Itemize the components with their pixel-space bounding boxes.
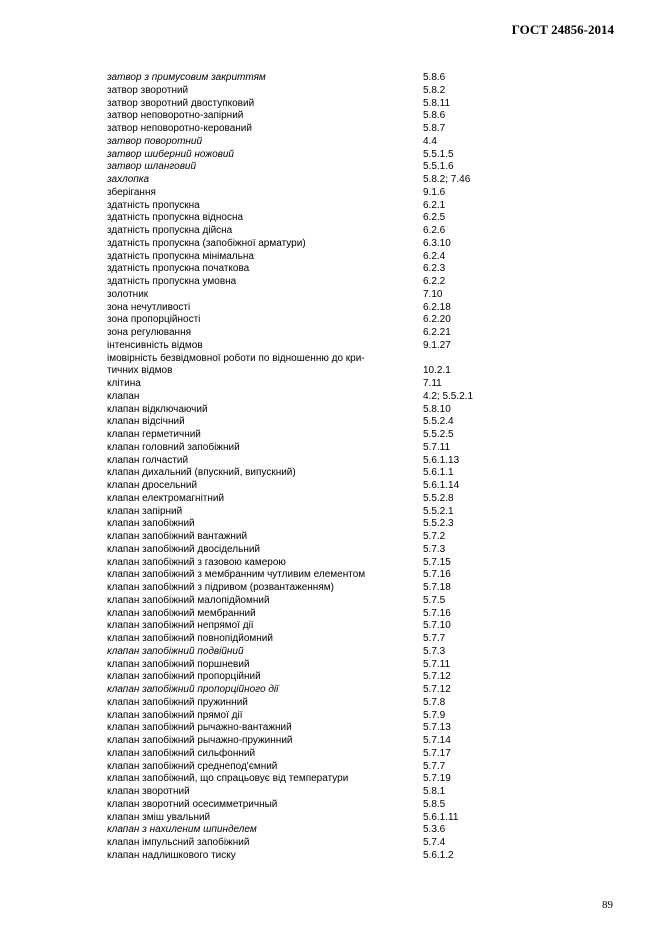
index-reference: 5.8.2; 7.46 [423, 174, 471, 185]
index-reference: 5.7.12 [423, 671, 451, 683]
index-entry [107, 110, 527, 123]
index-term: клапан запобіжний сильфонний [107, 747, 256, 759]
index-entry [107, 569, 527, 582]
index-term: клапан запобіжний з підривом (розвантаженням) [107, 582, 334, 593]
index-term: затвор шланговий [107, 161, 197, 173]
index-entry [107, 684, 527, 697]
index-reference: 4.4 [423, 135, 437, 147]
index-entry [107, 506, 527, 519]
index-term: клапан запобіжний вантажний [107, 531, 248, 542]
index-term: клапан запобіжний повнопідйомний [107, 633, 273, 644]
index-reference: 5.7.7 [423, 760, 446, 772]
index-entry [107, 276, 527, 289]
index-entry [107, 633, 527, 646]
index-term: клапан дихальний (впускний, випускний) [107, 467, 296, 479]
document-header: ГОСТ 24856-2014 [511, 22, 614, 37]
index-term: клапан запобіжний пропорційний [107, 671, 261, 683]
index-term: клапан запобіжний прямої дії [107, 709, 243, 721]
index-entry [107, 289, 527, 302]
index-entry [107, 314, 527, 327]
index-term: клапан зворотний [107, 786, 190, 797]
index-term: клапан імпульсний запобіжний [107, 837, 250, 848]
index-entry [107, 391, 527, 404]
index-entry [107, 404, 527, 417]
index-term: клапан запірний [107, 505, 183, 517]
index-term: затвор неповоротно-керований [107, 123, 252, 134]
index-term: тичних відмов [107, 365, 173, 377]
index-reference: 5.7.7 [423, 633, 446, 644]
index-reference: 5.7.5 [423, 594, 446, 606]
index-reference: 6.2.20 [423, 314, 451, 326]
index-term: зона регулювання [107, 327, 192, 338]
index-reference: 5.5.2.3 [423, 518, 454, 530]
index-term: золотник [107, 288, 149, 300]
index-term: клапан запобіжний пружинний [107, 696, 248, 708]
index-reference: 5.7.3 [423, 645, 446, 657]
index-term: затвор з примусовим закриттям [107, 72, 266, 83]
index-entry [107, 378, 527, 391]
index-reference: 6.2.21 [423, 327, 451, 338]
index-term: клапан зворотний осесимметричный [107, 798, 278, 810]
index-entry [107, 238, 527, 251]
index-entry [107, 531, 527, 544]
index-entry [107, 212, 527, 225]
index-term: затвор неповоротно-запірний [107, 110, 244, 122]
index-reference: 5.7.3 [423, 543, 446, 555]
index-reference: 5.5.2.5 [423, 429, 454, 440]
index-term: здатність пропускна (запобіжної арматури) [107, 237, 306, 249]
index-reference: 5.5.1.5 [423, 148, 454, 160]
index-term: клапан дросельний [107, 480, 198, 491]
index-reference: 5.7.8 [423, 696, 446, 708]
index-entry [107, 353, 527, 366]
index-term: затвор зворотний двоступковий [107, 97, 255, 109]
index-term: клапан запобіжний поршневий [107, 658, 250, 670]
index-reference: 5.7.9 [423, 709, 446, 721]
index-reference: 5.7.11 [423, 658, 451, 670]
index-entry [107, 98, 527, 111]
index-entry [107, 123, 527, 136]
index-term: клітина [107, 378, 141, 389]
index-term: клапан зміш увальний [107, 811, 211, 823]
index-entry [107, 263, 527, 276]
index-entry [107, 340, 527, 353]
index-term: клапан запобіжний [107, 518, 195, 530]
index-term: клапан запобіжний з газовою камерою [107, 556, 286, 568]
index-reference: 7.10 [423, 288, 443, 300]
index-entry [107, 467, 527, 480]
index-term: здатність пропускна початкова [107, 263, 250, 275]
index-reference: 5.8.7 [423, 123, 446, 134]
index-entry [107, 595, 527, 608]
index-term: здатність пропускна дійсна [107, 225, 233, 236]
index-entry [107, 824, 527, 837]
index-reference: 6.2.4 [423, 250, 446, 262]
index-reference: 5.6.1.14 [423, 480, 460, 491]
index-term: клапан відсічний [107, 416, 185, 428]
index-entry [107, 251, 527, 264]
index-term: зона нечутливості [107, 301, 191, 313]
index-reference: 6.2.3 [423, 263, 446, 275]
index-term: інтенсивність відмов [107, 339, 203, 351]
index-reference: 5.7.2 [423, 531, 446, 542]
index-reference: 6.3.10 [423, 237, 451, 249]
index-reference: 9.1.6 [423, 186, 446, 198]
index-reference: 5.8.11 [423, 97, 451, 109]
index-term: клапан відключаючий [107, 403, 208, 415]
index-entry [107, 620, 527, 633]
index-reference: 9.1.27 [423, 339, 451, 351]
index-term: затвор зворотний [107, 84, 189, 96]
index-term: клапан герметичний [107, 429, 201, 440]
index-entry [107, 735, 527, 748]
index-entry [107, 161, 527, 174]
index-reference: 6.2.6 [423, 225, 446, 236]
index-entry [107, 608, 527, 621]
index-term: затвор поворотний [107, 135, 203, 147]
index-reference: 5.7.10 [423, 620, 451, 632]
index-term: здатність пропускна мінімальна [107, 250, 254, 262]
index-reference: 5.6.1.1 [423, 467, 454, 479]
index-reference: 5.6.1.2 [423, 849, 454, 861]
index-term: зона пропорційності [107, 314, 201, 326]
index-reference: 5.8.5 [423, 798, 446, 810]
index-term: клапан запобіжний рычажно-вантажний [107, 722, 292, 734]
index-reference: 5.7.16 [423, 607, 451, 619]
index-reference: 5.7.15 [423, 556, 451, 568]
index-entry [107, 480, 527, 493]
index-term: клапан електромагнітний [107, 492, 225, 504]
index-entry [107, 187, 527, 200]
index-reference: 5.6.1.11 [423, 811, 459, 823]
index-entry [107, 174, 527, 187]
index-entry [107, 761, 527, 774]
term-index-list [107, 72, 527, 863]
index-reference: 5.8.2 [423, 84, 446, 96]
index-entry [107, 225, 527, 238]
index-reference: 5.5.2.4 [423, 416, 454, 428]
index-reference: 5.3.6 [423, 824, 446, 836]
index-entry [107, 327, 527, 340]
index-reference [423, 353, 527, 366]
index-term: здатність пропускна [107, 199, 200, 211]
index-entry [107, 455, 527, 468]
index-term: клапан запобіжний пропорційного дії [107, 684, 279, 695]
index-entry [107, 442, 527, 455]
index-reference: 5.7.14 [423, 735, 451, 746]
index-entry [107, 200, 527, 213]
index-reference: 6.2.5 [423, 212, 446, 224]
index-entry [107, 799, 527, 812]
index-term: клапан запобіжний непрямої дії [107, 620, 254, 632]
index-term: клапан надлишкового тиску [107, 849, 236, 861]
index-reference: 5.7.18 [423, 582, 451, 593]
index-entry [107, 72, 527, 85]
index-entry [107, 812, 527, 825]
index-entry [107, 659, 527, 672]
index-entry [107, 85, 527, 98]
index-entry [107, 416, 527, 429]
index-reference: 7.11 [423, 378, 442, 389]
index-term: клапан запобіжний подвійний [107, 645, 244, 657]
index-entry [107, 493, 527, 506]
index-reference: 5.5.2.1 [423, 505, 454, 517]
index-term: клапан запобіжний среднепод'ємний [107, 760, 278, 772]
index-term: клапан запобіжний рычажно-пружинний [107, 735, 293, 746]
index-term: клапан запобіжний, що спрацьовує від температури [107, 773, 349, 785]
index-reference: 5.7.13 [423, 722, 451, 734]
index-reference: 5.7.11 [423, 441, 451, 453]
index-entry [107, 671, 527, 684]
index-term: зберігання [107, 186, 156, 198]
index-entry [107, 557, 527, 570]
index-reference: 4.2; 5.5.2.1 [423, 390, 474, 402]
index-term: клапан з нахиленим шпинделем [107, 824, 257, 836]
index-entry [107, 429, 527, 442]
index-term: здатність пропускна відносна [107, 212, 244, 224]
index-reference: 5.7.4 [423, 837, 446, 848]
index-reference: 5.5.2.8 [423, 492, 454, 504]
page-number: 89 [602, 899, 613, 911]
index-term: клапан голчастий [107, 454, 189, 466]
index-term: здатність пропускна умовна [107, 276, 237, 287]
index-reference: 5.7.12 [423, 684, 451, 695]
index-term: клапан запобіжний з мембранним чутливим елементом [107, 569, 366, 581]
index-term: клапан запобіжний двосідельний [107, 543, 261, 555]
index-entry [107, 136, 527, 149]
index-term: імовірність безвідмовної роботи по відношенню до кри- [107, 352, 365, 364]
index-reference: 5.8.1 [423, 786, 446, 797]
index-term: клапан головний запобіжний [107, 441, 240, 453]
index-reference: 5.7.19 [423, 773, 451, 785]
index-entry [107, 710, 527, 723]
index-reference: 5.5.1.6 [423, 161, 454, 173]
index-entry [107, 149, 527, 162]
index-entry [107, 582, 527, 595]
index-term: захлопка [107, 174, 150, 185]
index-term: клапан [107, 390, 140, 402]
index-entry [107, 837, 527, 850]
index-entry [107, 773, 527, 786]
index-reference: 5.6.1.13 [423, 454, 460, 466]
index-reference: 6.2.1 [423, 199, 446, 211]
index-entry [107, 544, 527, 557]
index-reference: 5.8.10 [423, 403, 451, 415]
index-reference: 6.2.18 [423, 301, 451, 313]
index-entry [107, 518, 527, 531]
index-term: затвор шиберний ножовий [107, 148, 234, 160]
index-reference: 5.7.17 [423, 747, 451, 759]
index-reference: 10.2.1 [423, 365, 451, 377]
index-term: клапан запобіжний мембранний [107, 607, 256, 619]
index-term: клапан запобіжний малопідйомний [107, 594, 270, 606]
index-entry [107, 786, 527, 799]
index-entry [107, 722, 527, 735]
index-entry [107, 646, 527, 659]
index-reference: 5.8.6 [423, 110, 446, 122]
index-entry [107, 365, 527, 378]
index-entry [107, 302, 527, 315]
index-entry [107, 748, 527, 761]
index-reference: 6.2.2 [423, 276, 446, 287]
index-reference: 5.8.6 [423, 72, 446, 83]
index-entry [107, 850, 527, 863]
index-entry [107, 697, 527, 710]
index-reference: 5.7.16 [423, 569, 451, 581]
